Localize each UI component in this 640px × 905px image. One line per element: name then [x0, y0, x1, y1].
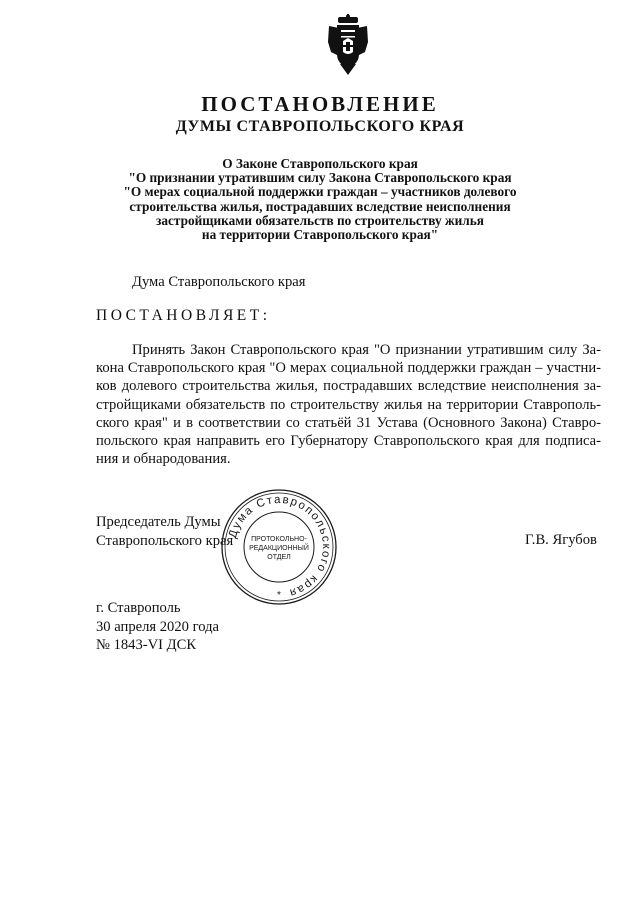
subject-line: "О мерах социальной поддержки граждан – участников долевого	[123, 184, 517, 200]
body-line: кона Ставропольского края "О мерах социальной поддержки граждан – участни-	[96, 360, 601, 377]
subject-line: застройщиками обязательств по строительству жилья	[156, 212, 484, 228]
subject-line: "О признании утратившим силу Закона Ставропольского края	[128, 170, 512, 186]
body-line: стройщиками обязательств по строительству жилья на территории Ставрополь-	[96, 396, 601, 413]
body-line: польского края направить его Губернатору Ставропольского края для подписа-	[96, 433, 601, 450]
signatory-name: Г.В. Ягубов	[525, 532, 597, 548]
body-line: ков долевого строительства жилья, пострадавших вследствие неисполнения за-	[96, 378, 601, 395]
coat-of-arms-icon	[326, 14, 370, 76]
svg-text:ПРОТОКОЛЬНО-: ПРОТОКОЛЬНО-	[251, 536, 307, 543]
body-line: ния и обнародования.	[96, 451, 231, 468]
city: г. Ставрополь	[96, 600, 181, 616]
decree-heading: ПОСТАНОВЛЯЕТ:	[96, 307, 271, 324]
document-footer	[96, 599, 219, 655]
official-stamp-icon	[218, 486, 340, 608]
subject-line: О Законе Ставропольского края	[222, 156, 418, 171]
subject-line: на территории Ставропольского края"	[201, 227, 439, 243]
position-line: Ставропольского края	[96, 532, 234, 549]
body-line: Принять Закон Ставропольского края "О признании утратившим силу За-	[132, 342, 601, 358]
svg-text:*: *	[277, 590, 281, 601]
svg-text:РЕДАКЦИОННЫЙ: РЕДАКЦИОННЫЙ	[249, 545, 309, 552]
svg-text:Дума Ставропольского края: Дума Ставропольского края	[226, 493, 333, 599]
decree-body	[96, 341, 601, 468]
position-line: Председатель Думы	[96, 514, 221, 530]
subject-block	[0, 157, 640, 242]
signatory-position	[96, 513, 233, 550]
subject-line: строительства жилья, пострадавших вследствие неисполнения	[129, 198, 511, 214]
body-line: ского края" и в соответствии со статьёй 31 Устава (Основного Закона) Ставро-	[96, 414, 601, 431]
document-subtitle: ДУМЫ СТАВРОПОЛЬСКОГО КРАЯ	[175, 118, 465, 135]
document-number: № 1843-VI ДСК	[96, 637, 197, 653]
date: 30 апреля 2020 года	[96, 618, 219, 635]
document-title: ПОСТАНОВЛЕНИЕ	[201, 92, 439, 116]
svg-text:ОТДЕЛ: ОТДЕЛ	[267, 554, 291, 561]
intro-text: Дума Ставропольского края	[132, 274, 306, 290]
